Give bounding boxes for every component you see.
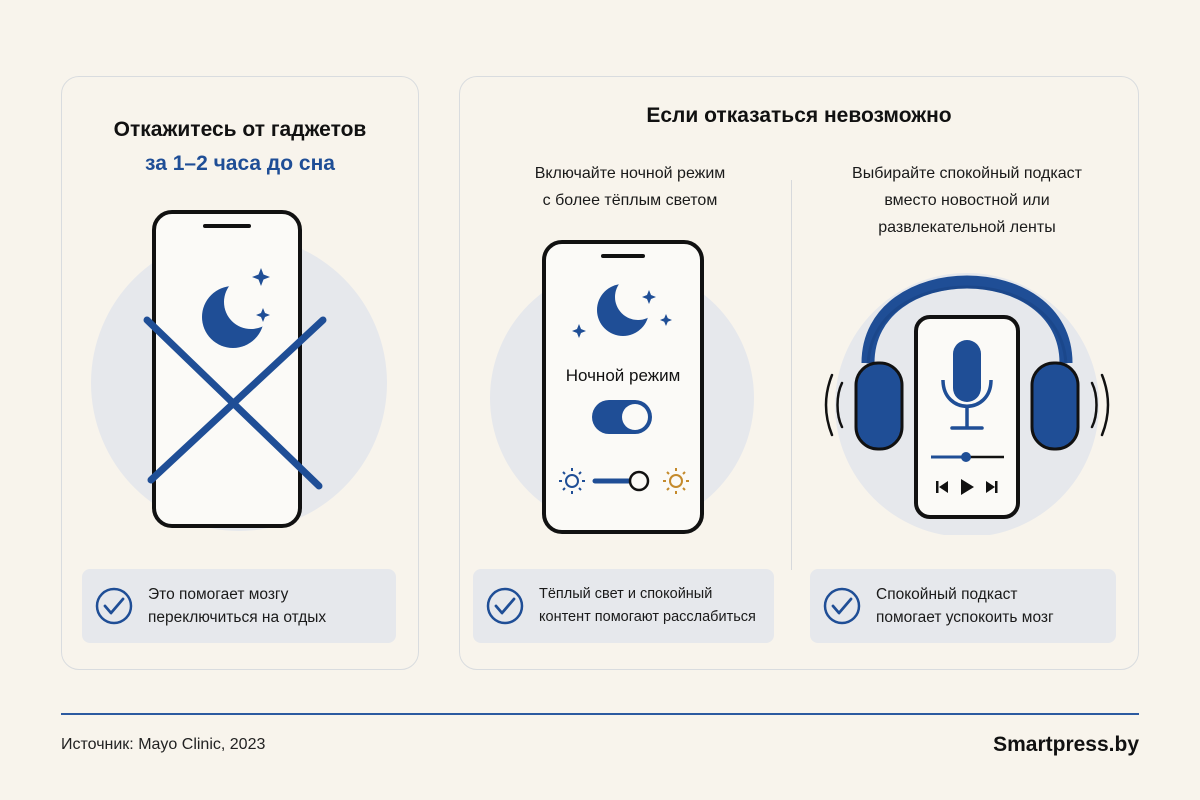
night-mode-phone-illustration — [480, 230, 780, 550]
crossed-phone-illustration — [61, 190, 419, 550]
phone-speaker — [203, 224, 251, 228]
night-mode-note-line1: Тёплый свет и спокойный — [539, 586, 713, 602]
left-card-title: Откажитесь от гаджетов — [113, 118, 367, 141]
night-mode-subtitle-line2: с более тёплым светом — [542, 192, 718, 209]
podcast-subtitle-line2: вместо новостной или — [884, 192, 1050, 209]
check-circle-icon — [485, 586, 525, 626]
night-mode-subtitle-line1: Включайте ночной режим — [534, 165, 726, 182]
podcast-subtitle-line3: развлекательной ленты — [878, 219, 1056, 236]
column-divider — [791, 180, 792, 570]
check-circle-icon — [94, 586, 134, 626]
footer-rule — [61, 713, 1139, 715]
podcast-illustration — [806, 245, 1128, 535]
podcast-note-line1: Спокойный подкаст — [876, 586, 1018, 603]
check-circle-icon — [822, 586, 862, 626]
brand-logo-text: Smartpress.by — [993, 733, 1139, 756]
podcast-subtitle — [806, 160, 1128, 241]
night-mode-toggle[interactable] — [592, 400, 652, 434]
podcast-note-line2: помогает успокоить мозг — [876, 609, 1054, 626]
left-note — [82, 569, 396, 643]
right-card-title: Если отказаться невозможно — [646, 104, 952, 127]
left-note-line2: переключиться на отдых — [148, 609, 327, 626]
podcast-note — [810, 569, 1116, 643]
night-mode-note — [473, 569, 774, 643]
left-note-line1: Это помогает мозгу — [148, 586, 289, 603]
left-card-title-accent: за 1–2 часа до сна — [145, 152, 335, 175]
night-mode-note-line2: контент помогают расслабиться — [539, 609, 756, 625]
phone-outline — [154, 212, 300, 526]
source-text: Источник: Mayo Clinic, 2023 — [61, 736, 266, 753]
night-mode-label: Ночной режим — [565, 366, 681, 385]
night-mode-subtitle — [480, 160, 780, 214]
phone-speaker — [601, 254, 645, 258]
podcast-subtitle-line1: Выбирайте спокойный подкаст — [852, 165, 1082, 182]
